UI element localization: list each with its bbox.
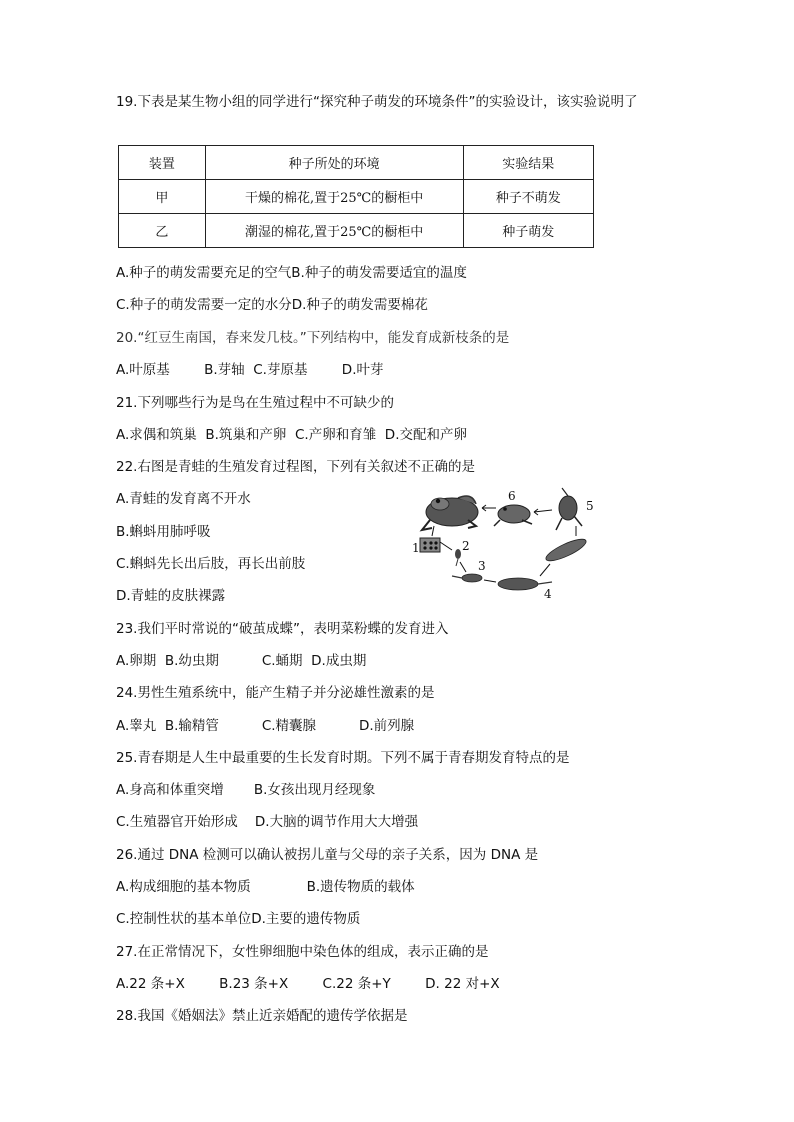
q26-stem: 26.通过 DNA 检测可以确认被拐儿童与父母的亲子关系，因为 DNA 是 xyxy=(116,847,539,863)
frog-lifecycle-figure xyxy=(410,486,600,602)
q20-stem: 20.“红豆生南国，春来发几枝。”下列结构中，能发育成新枝条的是 xyxy=(116,330,510,346)
table-header-cell: 实验结果 xyxy=(463,146,593,180)
table-header-cell: 装置 xyxy=(119,146,206,180)
table-cell: 种子萌发 xyxy=(463,214,593,248)
young-frog-icon xyxy=(494,505,532,526)
q20-options: A.叶原基 B.芽轴 C.芽原基 D.叶芽 xyxy=(116,362,384,378)
q19-experiment-table xyxy=(118,145,594,248)
table-cell: 乙 xyxy=(119,214,206,248)
table-cell: 甲 xyxy=(119,180,206,214)
table-header-cell: 种子所处的环境 xyxy=(205,146,463,180)
table-cell: 潮湿的棉花,置于25℃的橱柜中 xyxy=(205,214,463,248)
q19-options-2: C.种子的萌发需要一定的水分D.种子的萌发需要棉花 xyxy=(116,297,428,313)
q22-option-d: D.青蛙的皮肤裸露 xyxy=(116,588,226,604)
figure-label-3: 3 xyxy=(478,559,486,573)
q25-options-1: A.身高和体重突增 B.女孩出现月经现象 xyxy=(116,782,376,798)
table-header-row xyxy=(119,146,594,180)
figure-label-6: 6 xyxy=(508,489,516,503)
table-row xyxy=(119,214,594,248)
q22-option-c: C.蝌蚪先长出后肢，再长出前肢 xyxy=(116,556,306,572)
table-cell: 干燥的棉花,置于25℃的橱柜中 xyxy=(205,180,463,214)
figure-label-4: 4 xyxy=(544,587,552,601)
q22-stem: 22.右图是青蛙的生殖发育过程图，下列有关叙述不正确的是 xyxy=(116,459,475,475)
tadpole-with-legs-icon xyxy=(556,488,582,530)
q23-options: A.卵期 B.幼虫期 C.蛹期 D.成虫期 xyxy=(116,653,367,669)
q23-stem: 23.我们平时常说的“破茧成蝶”，表明菜粉蝶的发育进入 xyxy=(116,621,449,637)
growing-tadpole-icon xyxy=(544,535,589,564)
q26-options-1: A.构成细胞的基本物质 B.遗传物质的载体 xyxy=(116,879,415,895)
early-tadpole-icon xyxy=(455,549,461,566)
figure-label-5: 5 xyxy=(586,499,594,513)
q27-options: A.22 条+X B.23 条+X C.22 条+Y D. 22 对+X xyxy=(116,976,500,992)
figure-label-2: 2 xyxy=(462,539,470,553)
q19-options-1: A.种子的萌发需要充足的空气B.种子的萌发需要适宜的温度 xyxy=(116,265,467,281)
table-row xyxy=(119,180,594,214)
tadpole-icon xyxy=(452,574,482,582)
adult-frog-icon xyxy=(422,496,478,530)
figure-label-1: 1 xyxy=(412,541,420,555)
q26-options-2: C.控制性状的基本单位D.主要的遗传物质 xyxy=(116,911,361,927)
q28-stem: 28.我国《婚姻法》禁止近亲婚配的遗传学依据是 xyxy=(116,1008,408,1024)
q25-stem: 25.青春期是人生中最重要的生长发育时期。下列不属于青春期发育特点的是 xyxy=(116,750,570,766)
q24-options: A.睾丸 B.输精管 C.精囊腺 D.前列腺 xyxy=(116,718,415,734)
q24-stem: 24.男性生殖系统中，能产生精子并分泌雄性激素的是 xyxy=(116,685,435,701)
q21-stem: 21.下列哪些行为是鸟在生殖过程中不可缺少的 xyxy=(116,395,394,411)
q19-stem: 19.下表是某生物小组的同学进行“探究种子萌发的环境条件”的实验设计，该实验说明了 xyxy=(116,94,638,110)
q22-option-b: B.蝌蚪用肺呼吸 xyxy=(116,524,211,540)
table-cell: 种子不萌发 xyxy=(463,180,593,214)
q21-options: A.求偶和筑巢 B.筑巢和产卵 C.产卵和育雏 D.交配和产卵 xyxy=(116,427,467,443)
q22-option-a: A.青蛙的发育离不开水 xyxy=(116,491,251,507)
q25-options-2: C.生殖器官开始形成 D.大脑的调节作用大大增强 xyxy=(116,814,419,830)
frog-eggs-icon xyxy=(420,538,440,552)
q27-stem: 27.在正常情况下，女性卵细胞中染色体的组成，表示正确的是 xyxy=(116,944,489,960)
